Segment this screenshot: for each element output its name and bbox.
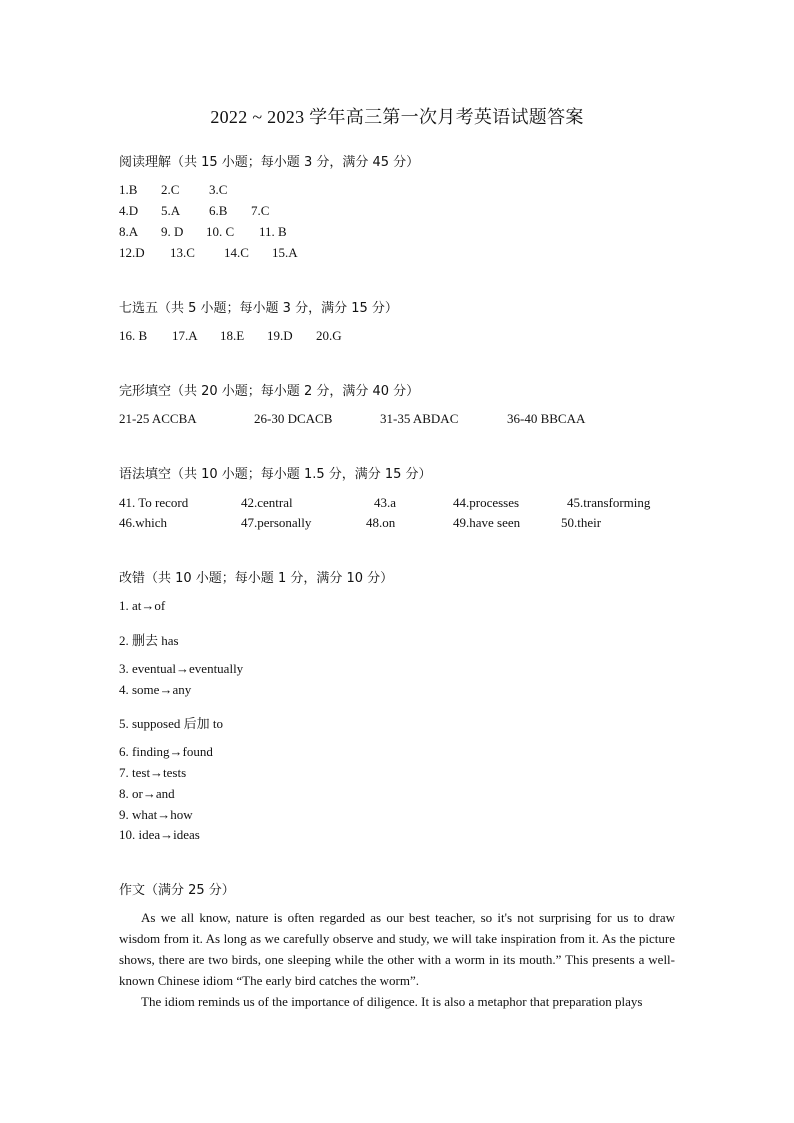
seven-five-answer: 17.A: [172, 328, 198, 343]
reading-answer: 7.C: [251, 203, 270, 218]
correction-item: 5. supposed 后加 to: [119, 716, 224, 731]
correction-item: 9. what→how: [119, 807, 193, 822]
reading-answer: 8.A: [119, 224, 139, 239]
reading-answer: 3.C: [209, 182, 228, 197]
essay-heading: 作文（满分 25 分）: [119, 883, 235, 898]
grammar-answer: 50.their: [561, 515, 602, 530]
seven-five-heading: 七选五（共 5 小题；每小题 3 分，满分 15 分）: [119, 301, 398, 316]
grammar-heading: 语法填空（共 10 小题；每小题 1.5 分，满分 15 分）: [119, 467, 432, 482]
reading-answer: 2.C: [161, 182, 180, 197]
grammar-answer: 48.on: [366, 515, 396, 530]
correction-item: 3. eventual→eventually: [119, 661, 244, 676]
correction-item: 7. test→tests: [119, 765, 187, 780]
reading-answer: 14.C: [224, 245, 249, 260]
seven-five-answer: 16. B: [119, 328, 148, 343]
reading-answer: 15.A: [272, 245, 298, 260]
essay-paragraph: The idiom reminds us of the importance of diligence. It is also a metaphor that preparation plays: [141, 994, 643, 1009]
cloze-answer: 26-30 DCACB: [254, 411, 333, 426]
grammar-answer: 44.processes: [453, 495, 520, 510]
grammar-answer: 41. To record: [119, 495, 189, 510]
grammar-answer: 49.have seen: [453, 515, 521, 530]
correction-heading: 改错（共 10 小题；每小题 1 分，满分 10 分）: [119, 571, 394, 586]
cloze-answer: 31-35 ABDAC: [380, 411, 459, 426]
cloze-heading: 完形填空（共 20 小题；每小题 2 分，满分 40 分）: [119, 384, 420, 399]
correction-item: 6. finding→found: [119, 744, 213, 759]
reading-answer: 10. C: [206, 224, 235, 239]
correction-item: 8. or→and: [119, 786, 175, 801]
page-title: 2022 ~ 2023 学年高三第一次月考英语试题答案: [210, 107, 584, 127]
reading-answer: 12.D: [119, 245, 145, 260]
reading-heading: 阅读理解（共 15 小题；每小题 3 分，满分 45 分）: [119, 155, 420, 170]
essay-paragraph: As we all know, nature is often regarded as our best teacher, so it's not surprising for us to draw wisdom from it. As long as we carefully observe and study, we will take inspiration from it. As the picture shows, there are two birds, one sleeping while the other with a worm in its mouth.” This presents a well-known Chinese idiom “The early bird catches the worm”.: [119, 910, 675, 988]
reading-answer: 6.B: [209, 203, 228, 218]
reading-answer: 5.A: [161, 203, 181, 218]
cloze-answer: 36-40 BBCAA: [507, 411, 586, 426]
reading-answer: 9. D: [161, 224, 184, 239]
seven-five-answer: 20.G: [316, 328, 342, 343]
correction-item: 2. 删去 has: [119, 633, 179, 648]
grammar-answer: 47.personally: [241, 515, 312, 530]
correction-item: 10. idea→ideas: [119, 827, 200, 842]
grammar-answer: 43.a: [374, 495, 397, 510]
correction-item: 4. some→any: [119, 682, 192, 697]
grammar-answer: 45.transforming: [567, 495, 651, 510]
seven-five-answer: 18.E: [220, 328, 245, 343]
reading-answer: 1.B: [119, 182, 138, 197]
reading-answer: 4.D: [119, 203, 139, 218]
cloze-answer: 21-25 ACCBA: [119, 411, 197, 426]
reading-answer: 11. B: [259, 224, 287, 239]
seven-five-answer: 19.D: [267, 328, 293, 343]
grammar-answer: 42.central: [241, 495, 293, 510]
correction-item: 1. at→of: [119, 598, 166, 613]
grammar-answer: 46.which: [119, 515, 168, 530]
reading-answer: 13.C: [170, 245, 195, 260]
